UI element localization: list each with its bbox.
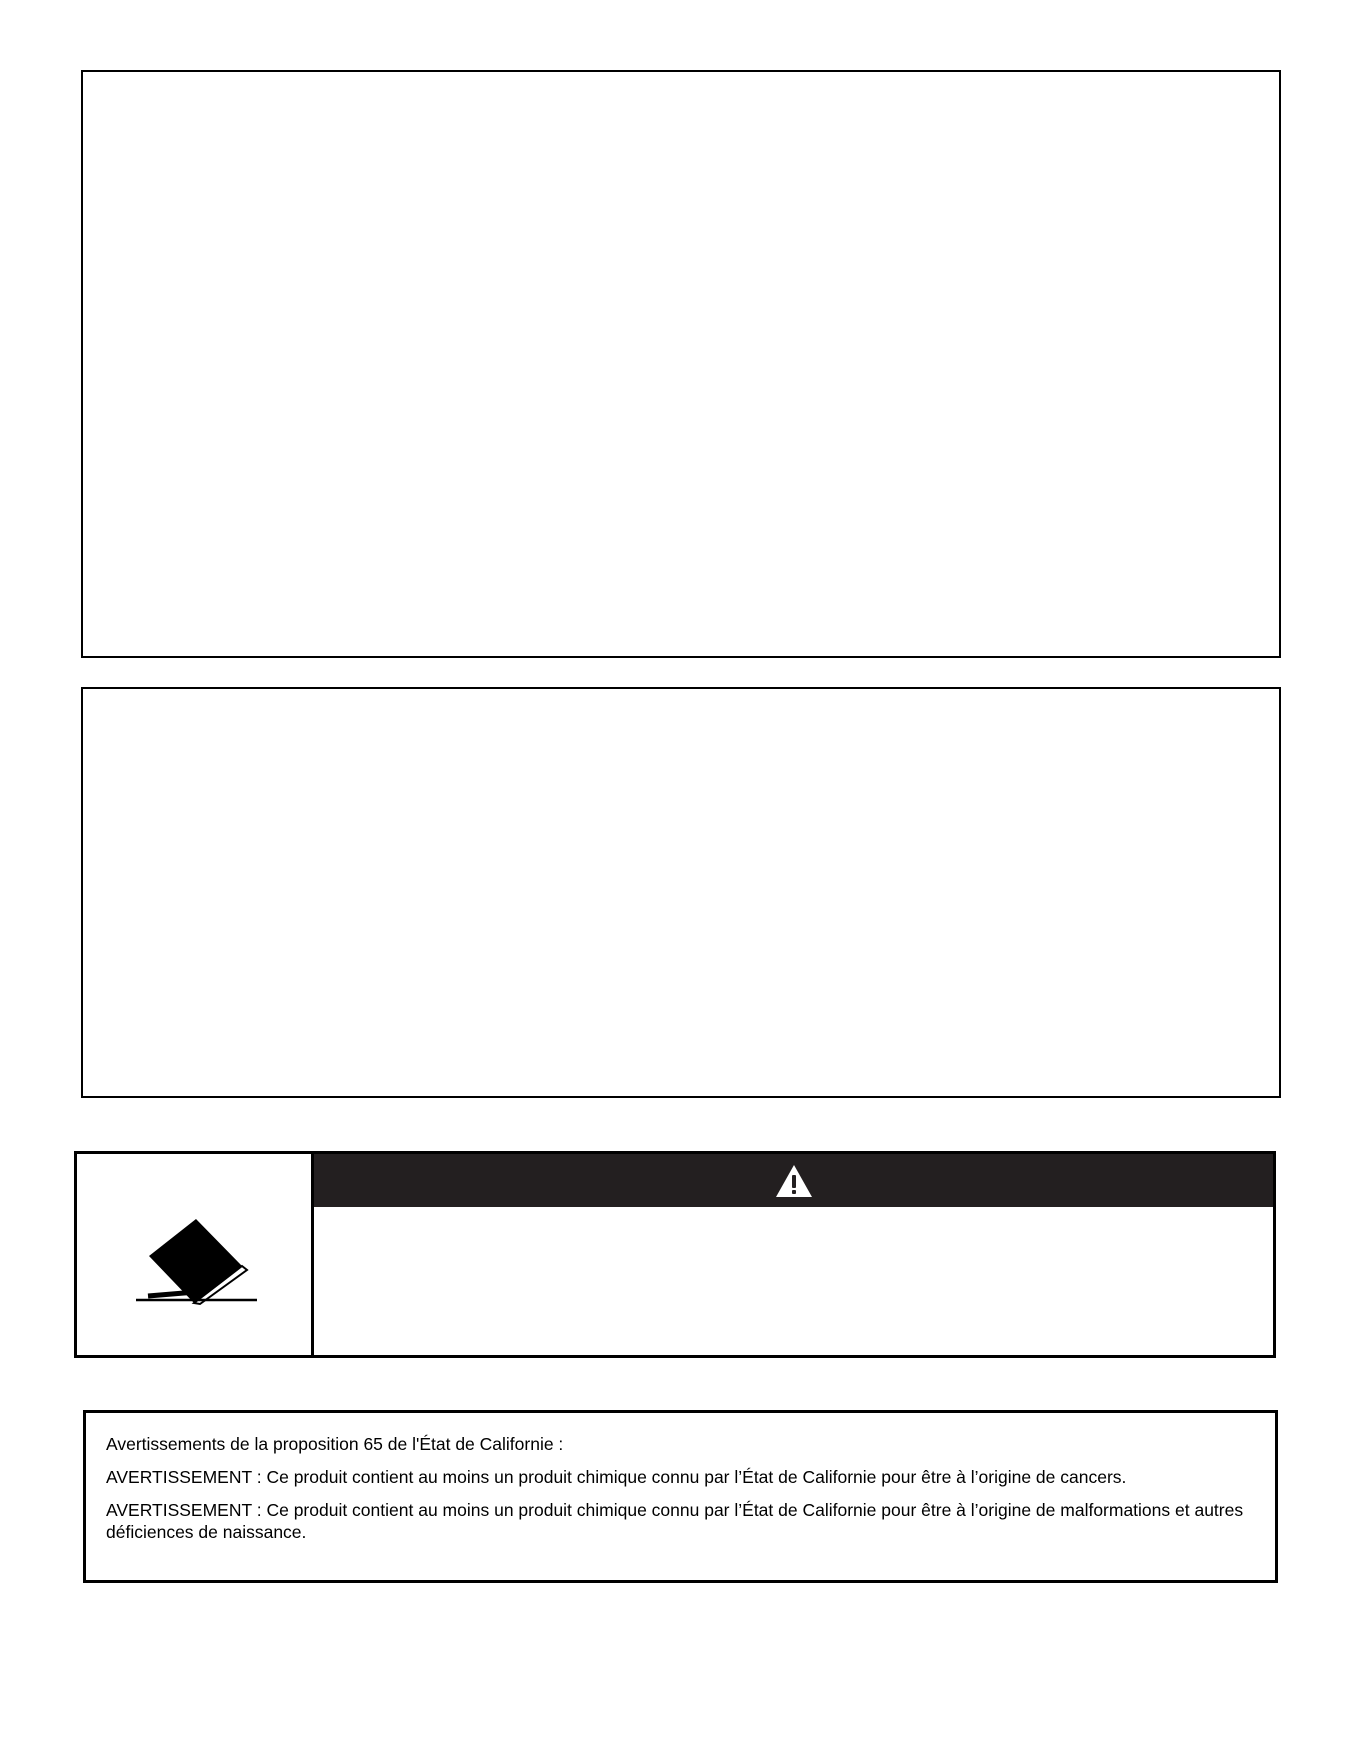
tip-over-warning-box [74,1151,1276,1358]
blank-content-box-top [81,70,1281,658]
warning-triangle-icon [774,1163,814,1199]
prop65-birth-defects-warning: AVERTISSEMENT : Ce produit contient au moins un produit chimique connu par l’État de Californie pour être à l’origine de malformations et autres déficiences de naissance. [106,1500,1244,1542]
prop65-cancer-warning: AVERTISSEMENT : Ce produit contient au moins un produit chimique connu par l’État de Californie pour être à l’origine de cancers. [106,1467,1127,1487]
tip-warning-content [314,1154,1273,1355]
prop65-warning-box [83,1410,1278,1583]
warning-header-bar [314,1154,1273,1207]
tip-over-icon [134,1209,260,1309]
blank-content-box-middle [81,687,1281,1098]
prop65-title: Avertissements de la proposition 65 de l'État de Californie : [106,1434,564,1454]
tip-over-icon-panel [77,1154,314,1355]
